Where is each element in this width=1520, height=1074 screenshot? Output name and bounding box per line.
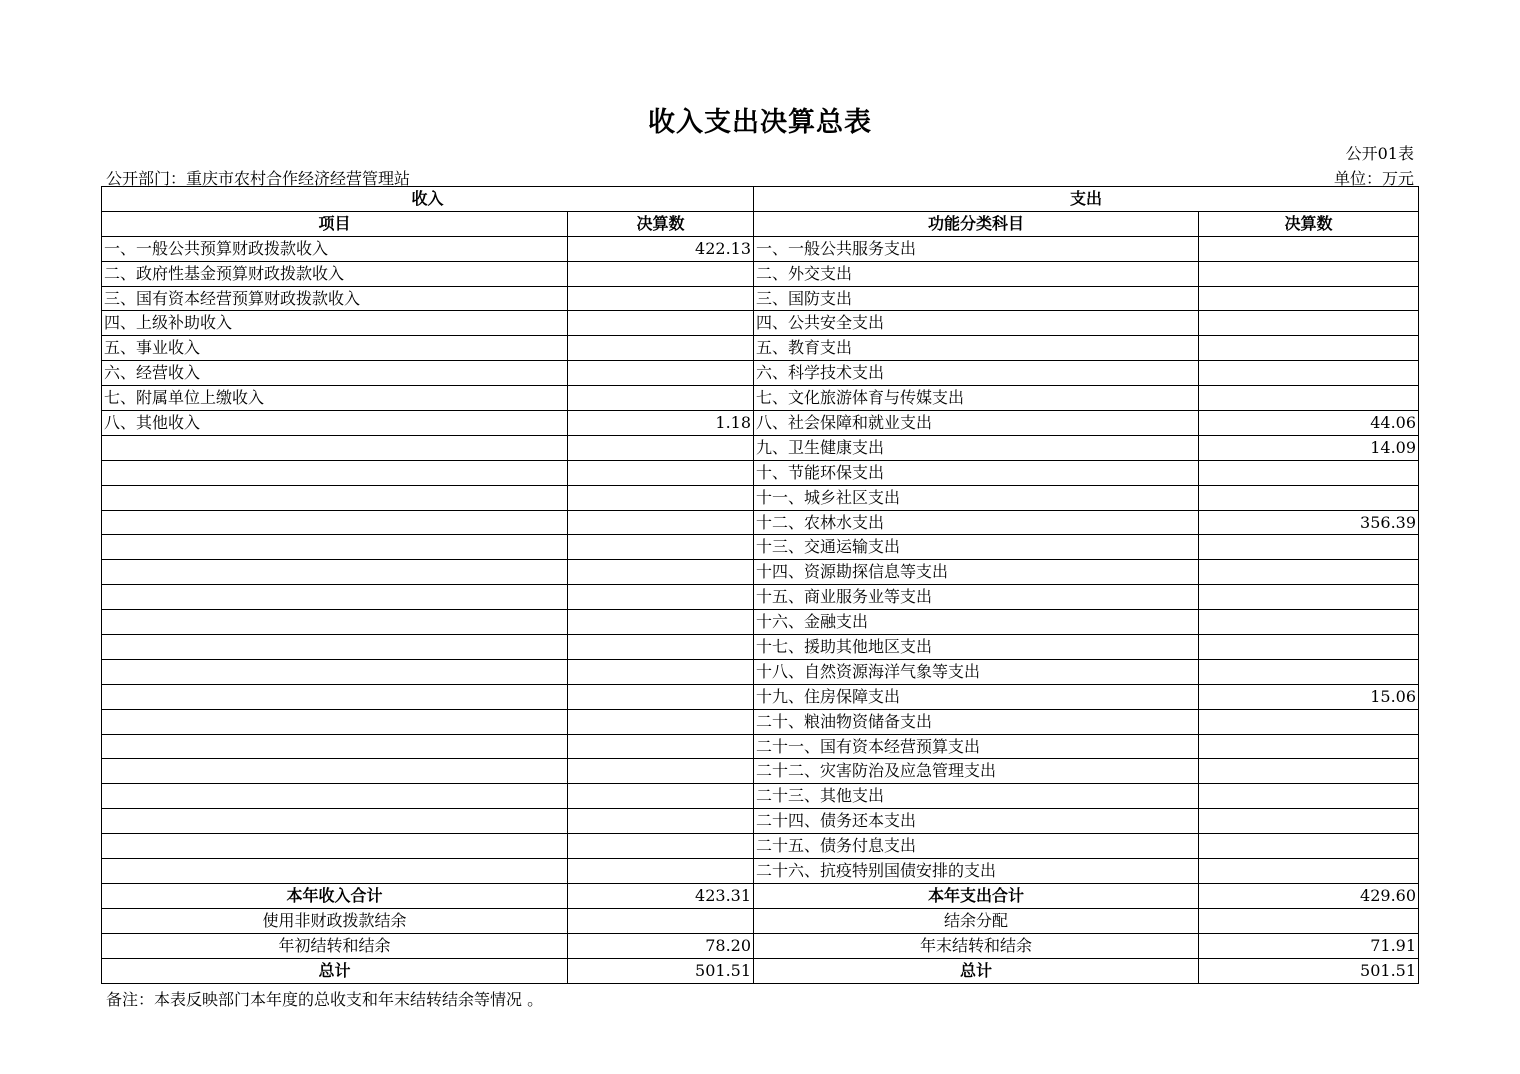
income-item-cell: 四、上级补助收入 <box>102 311 568 336</box>
expense-amount-cell <box>1199 236 1419 261</box>
income-amount-cell <box>568 286 754 311</box>
income-amount-cell <box>568 859 754 884</box>
expense-amount-cell: 14.09 <box>1199 435 1419 460</box>
table-row <box>102 510 1419 535</box>
expense-amount-cell <box>1199 386 1419 411</box>
income-item-cell <box>102 709 568 734</box>
summary-income-label: 年初结转和结余 <box>102 933 568 958</box>
expense-item-cell: 二十六、抗疫特别国债安排的支出 <box>754 859 1199 884</box>
income-amount-cell <box>568 336 754 361</box>
table-row <box>102 759 1419 784</box>
expense-item-cell: 五、教育支出 <box>754 336 1199 361</box>
table-row <box>102 659 1419 684</box>
expense-amount-cell <box>1199 311 1419 336</box>
expense-amount-cell: 15.06 <box>1199 684 1419 709</box>
expense-item-cell: 十七、援助其他地区支出 <box>754 635 1199 660</box>
table-row <box>102 460 1419 485</box>
income-item-cell <box>102 859 568 884</box>
summary-income-amount: 423.31 <box>568 883 754 908</box>
income-amount-cell <box>568 535 754 560</box>
expense-amount-cell <box>1199 834 1419 859</box>
expense-item-cell: 六、科学技术支出 <box>754 361 1199 386</box>
income-amount-cell: 422.13 <box>568 236 754 261</box>
summary-income-amount: 78.20 <box>568 933 754 958</box>
income-amount-cell <box>568 485 754 510</box>
income-amount-cell <box>568 610 754 635</box>
column-header-row <box>102 211 1419 236</box>
income-amount-cell <box>568 560 754 585</box>
expense-amount-cell: 356.39 <box>1199 510 1419 535</box>
expense-item-cell: 九、卫生健康支出 <box>754 435 1199 460</box>
income-amount-cell <box>568 734 754 759</box>
income-amount-cell <box>568 659 754 684</box>
expense-item-cell: 十一、城乡社区支出 <box>754 485 1199 510</box>
income-item-cell <box>102 460 568 485</box>
income-amount-cell <box>568 784 754 809</box>
expense-item-cell: 二十一、国有资本经营预算支出 <box>754 734 1199 759</box>
income-item-cell: 一、一般公共预算财政拨款收入 <box>102 236 568 261</box>
income-header: 收入 <box>102 187 754 212</box>
expense-amount-cell <box>1199 560 1419 585</box>
expense-amount-cell <box>1199 809 1419 834</box>
income-amount-cell <box>568 510 754 535</box>
expense-amount-cell <box>1199 709 1419 734</box>
income-item-cell <box>102 510 568 535</box>
expense-item-cell: 三、国防支出 <box>754 286 1199 311</box>
table-row <box>102 610 1419 635</box>
income-amount-cell <box>568 684 754 709</box>
table-row <box>102 784 1419 809</box>
group-header-row <box>102 187 1419 212</box>
expense-item-cell: 二十五、债务付息支出 <box>754 834 1199 859</box>
expense-amount-cell <box>1199 460 1419 485</box>
income-amount-cell <box>568 361 754 386</box>
amount-header: 决算数 <box>568 211 754 236</box>
summary-expense-label: 年末结转和结余 <box>754 933 1199 958</box>
summary-expense-amount: 71.91 <box>1199 933 1419 958</box>
income-item-cell <box>102 610 568 635</box>
income-item-cell: 八、其他收入 <box>102 411 568 436</box>
expense-item-cell: 二十四、债务还本支出 <box>754 809 1199 834</box>
table-row <box>102 585 1419 610</box>
summary-income-label: 本年收入合计 <box>102 883 568 908</box>
category-header: 功能分类科目 <box>754 211 1199 236</box>
income-amount-cell <box>568 386 754 411</box>
expense-item-cell: 一、一般公共服务支出 <box>754 236 1199 261</box>
summary-expense-label: 结余分配 <box>754 908 1199 933</box>
income-amount-cell <box>568 261 754 286</box>
page-title: 收入支出决算总表 <box>648 107 872 138</box>
table-row <box>102 560 1419 585</box>
expense-amount-cell <box>1199 610 1419 635</box>
budget-table <box>101 186 1419 984</box>
expense-amount-cell <box>1199 286 1419 311</box>
expense-amount-cell <box>1199 859 1419 884</box>
table-row <box>102 311 1419 336</box>
expense-amount-cell <box>1199 659 1419 684</box>
table-row <box>102 734 1419 759</box>
expense-amount-cell <box>1199 759 1419 784</box>
item-header: 项目 <box>102 211 568 236</box>
income-amount-cell <box>568 709 754 734</box>
expense-item-cell: 四、公共安全支出 <box>754 311 1199 336</box>
expense-amount-cell <box>1199 336 1419 361</box>
summary-expense-amount: 429.60 <box>1199 883 1419 908</box>
income-item-cell <box>102 585 568 610</box>
expense-amount-cell <box>1199 585 1419 610</box>
expense-item-cell: 十三、交通运输支出 <box>754 535 1199 560</box>
expense-item-cell: 十、节能环保支出 <box>754 460 1199 485</box>
unit-label: 单位：万元 <box>1333 169 1414 188</box>
table-row <box>102 635 1419 660</box>
income-item-cell <box>102 635 568 660</box>
income-item-cell: 六、经营收入 <box>102 361 568 386</box>
table-row <box>102 709 1419 734</box>
expense-amount-cell <box>1199 734 1419 759</box>
income-amount-cell <box>568 809 754 834</box>
expense-item-cell: 七、文化旅游体育与传媒支出 <box>754 386 1199 411</box>
summary-income-label: 使用非财政拨款结余 <box>102 908 568 933</box>
expense-item-cell: 十五、商业服务业等支出 <box>754 585 1199 610</box>
expense-item-cell: 二十三、其他支出 <box>754 784 1199 809</box>
expense-item-cell: 二、外交支出 <box>754 261 1199 286</box>
table-row <box>102 361 1419 386</box>
summary-income-amount: 501.51 <box>568 958 754 983</box>
summary-expense-amount <box>1199 908 1419 933</box>
expense-item-cell: 十八、自然资源海洋气象等支出 <box>754 659 1199 684</box>
expense-amount-cell <box>1199 485 1419 510</box>
table-row <box>102 535 1419 560</box>
income-item-cell <box>102 535 568 560</box>
income-item-cell <box>102 759 568 784</box>
table-row <box>102 336 1419 361</box>
table-row <box>102 236 1419 261</box>
summary-expense-amount: 501.51 <box>1199 958 1419 983</box>
expense-item-cell: 十九、住房保障支出 <box>754 684 1199 709</box>
expense-item-cell: 十二、农林水支出 <box>754 510 1199 535</box>
department-label: 公开部门：重庆市农村合作经济经营管理站 <box>106 169 411 188</box>
table-row <box>102 809 1419 834</box>
amount-header-2: 决算数 <box>1199 211 1419 236</box>
income-amount-cell <box>568 585 754 610</box>
income-item-cell <box>102 435 568 460</box>
table-row <box>102 386 1419 411</box>
income-item-cell <box>102 560 568 585</box>
income-item-cell <box>102 809 568 834</box>
expense-item-cell: 十四、资源勘探信息等支出 <box>754 560 1199 585</box>
expense-item-cell: 二十二、灾害防治及应急管理支出 <box>754 759 1199 784</box>
income-item-cell: 三、国有资本经营预算财政拨款收入 <box>102 286 568 311</box>
income-item-cell <box>102 684 568 709</box>
income-amount-cell <box>568 435 754 460</box>
income-amount-cell: 1.18 <box>568 411 754 436</box>
expense-amount-cell <box>1199 535 1419 560</box>
expense-amount-cell: 44.06 <box>1199 411 1419 436</box>
income-amount-cell <box>568 635 754 660</box>
form-code: 公开01表 <box>1345 144 1414 163</box>
expense-item-cell: 十六、金融支出 <box>754 610 1199 635</box>
table-row <box>102 834 1419 859</box>
expense-item-cell: 八、社会保障和就业支出 <box>754 411 1199 436</box>
table-row <box>102 411 1419 436</box>
summary-row <box>102 883 1419 908</box>
table-row <box>102 286 1419 311</box>
table-row <box>102 261 1419 286</box>
income-item-cell <box>102 834 568 859</box>
summary-income-amount <box>568 908 754 933</box>
expense-header: 支出 <box>754 187 1419 212</box>
expense-amount-cell <box>1199 635 1419 660</box>
expense-item-cell: 二十、粮油物资储备支出 <box>754 709 1199 734</box>
summary-income-label: 总计 <box>102 958 568 983</box>
income-amount-cell <box>568 759 754 784</box>
income-amount-cell <box>568 311 754 336</box>
income-item-cell <box>102 734 568 759</box>
remark-note: 备注：本表反映部门本年度的总收支和年末结转结余等情况 。 <box>106 990 544 1009</box>
summary-expense-label: 总计 <box>754 958 1199 983</box>
income-amount-cell <box>568 834 754 859</box>
summary-expense-label: 本年支出合计 <box>754 883 1199 908</box>
summary-row <box>102 908 1419 933</box>
income-item-cell <box>102 485 568 510</box>
summary-row <box>102 933 1419 958</box>
table-row <box>102 435 1419 460</box>
table-row <box>102 485 1419 510</box>
income-amount-cell <box>568 460 754 485</box>
expense-amount-cell <box>1199 784 1419 809</box>
expense-amount-cell <box>1199 361 1419 386</box>
income-item-cell: 七、附属单位上缴收入 <box>102 386 568 411</box>
expense-amount-cell <box>1199 261 1419 286</box>
income-item-cell: 二、政府性基金预算财政拨款收入 <box>102 261 568 286</box>
table-row <box>102 684 1419 709</box>
income-item-cell: 五、事业收入 <box>102 336 568 361</box>
income-item-cell <box>102 659 568 684</box>
summary-row <box>102 958 1419 983</box>
table-row <box>102 859 1419 884</box>
income-item-cell <box>102 784 568 809</box>
